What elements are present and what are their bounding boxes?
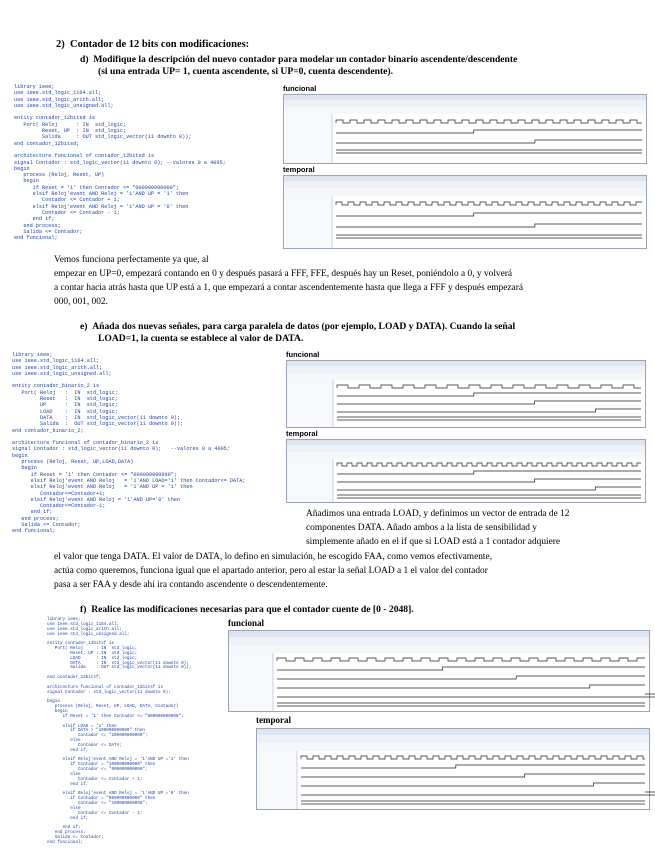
code-line: use ieee.std_logic_unsigned.all;: [47, 631, 130, 637]
code-line: begin: [14, 165, 30, 172]
code-line: Contador <= Contador + 1;: [14, 197, 120, 204]
waveform-temporal-d: [284, 176, 646, 248]
code-line: if Contador = "100000000000" then: [47, 762, 156, 768]
paragraph-d-line3: a contar hacia atrás hasta que UP está a 1, que empezará a contar ascendentemente hasta que llega a FFF y después empezará: [54, 283, 523, 293]
code-line: Contador <= Contador - 1;: [14, 209, 120, 216]
code-line: use ieee.std_logic_1164.all;: [47, 621, 120, 627]
waveform-temporal-e: [287, 440, 645, 502]
code-line: entity contador_12bitsd is: [14, 115, 95, 122]
section-heading: 2) Contador de 12 bits con modificaciones:: [56, 39, 250, 50]
caption-temporal-e: temporal: [286, 429, 318, 438]
code-line: DATA : IN std_logic_vector(11 downto 0);: [47, 660, 189, 666]
code-line: Contador<=Contador+1;: [12, 490, 106, 497]
code-line: use ieee.std_logic_unsigned.all;: [14, 102, 114, 109]
code-line: elsif Reloj'event AND Reloj = '1'AND LOAD='1' then Contador<= DATA;: [12, 477, 246, 484]
paragraph-e-line1: el valor que tenga DATA. El valor de DATA, lo defino en simulación, he escogido FAA, como vemos efectivamente,: [54, 552, 493, 562]
code-line: elsif LOAD = '1' then: [47, 723, 117, 729]
code-line: Contador <= "000000000000";: [47, 767, 148, 773]
code-block-d: [14, 84, 282, 248]
paragraph-e-line3: pasa a ser FAA y desde ahí ira contando ascendente o descendentemente.: [54, 580, 328, 590]
code-line: entity contador_12bitsf is: [47, 641, 115, 647]
code-line: use ieee.std_logic_unsigned.all;: [12, 370, 112, 377]
code-line: end if;: [47, 747, 89, 753]
paragraph-d-line1: Vemos funciona perfectamente ya que, al: [54, 255, 209, 265]
code-line: Reset : IN std_logic;: [12, 396, 118, 403]
code-line: end process;: [12, 515, 59, 522]
code-line: architecture funcional of contador_12bitsf is: [47, 684, 164, 690]
code-line: begin: [12, 465, 37, 472]
caption-temporal-f: temporal: [256, 715, 291, 725]
simulation-screenshot-temporal-f: [256, 728, 650, 810]
waveform-funcional-d: [284, 95, 646, 163]
code-line: library ieee;: [47, 617, 81, 622]
code-line: Contador <= "100000000000";: [47, 801, 148, 807]
code-line: elsif Reloj'event AND Reloj = '1'AND UP = '0' then: [14, 203, 189, 210]
code-line: Reset, UP : IN std_logic;: [47, 650, 138, 656]
code-line: else: [47, 805, 81, 811]
code-line: LOAD : IN std_logic;: [12, 408, 118, 415]
paragraph-d-line2: empezar en UP=0, empezará contando en 0 y después pasará a FFF, FFE, después hay un Reset, poniéndolo a 0, y volverá: [54, 269, 513, 279]
code-block-f: [47, 617, 253, 845]
code-line: if Contador = "000000000000" then: [47, 796, 156, 802]
code-line: elsif Reloj'event AND Reloj = '1'AND UP ='1' then: [47, 757, 189, 763]
code-line: architecture funcional of contador_12bitsd is: [14, 153, 155, 160]
code-line: use ieee.std_logic_arith.all;: [12, 364, 103, 371]
code-line: process (Reloj, Reset, UP, LOAD, DATA, Contador): [47, 704, 179, 710]
caption-temporal-d: temporal: [283, 165, 315, 174]
question-f: f) Realice las modificaciones necesarias para que el contador cuente de [0 - 2048].: [80, 604, 414, 615]
code-line: end funcional;: [47, 839, 84, 845]
code-line: end contador_12bitsf;: [47, 675, 102, 681]
waveform-funcional-f: [229, 631, 649, 711]
simulation-screenshot-temporal-d: [283, 175, 647, 249]
code-line: if Reset = '1' then Contador <= "000000000000";: [14, 184, 179, 191]
code-line: library ieee;: [14, 84, 55, 90]
code-line: Reset, UP : IN std_logic;: [14, 128, 127, 135]
code-line: Port( Reloj : IN std_logic;: [47, 646, 138, 652]
code-line: architecture funcional of contador_binario_2 is: [12, 440, 159, 447]
paragraph-e-side2: componentes DATA. Añado ambos a la lista de sensibilidad y: [306, 523, 537, 533]
code-line: end process;: [47, 830, 86, 836]
code-line: begin: [47, 709, 68, 715]
code-line: Salida <= Contador;: [47, 834, 104, 840]
code-line: signal Contador : std_logic_vector(11 downto 0); --valores 0 a 4095;: [12, 446, 230, 453]
paragraph-e-side1: Añadimos una entrada LOAD, y definimos un vector de entrada de 12: [306, 509, 570, 519]
code-line: end if;: [47, 825, 81, 831]
code-line: elsif Reloj'event AND Reloj = '1'AND UP ='0' then: [47, 791, 189, 797]
code-line: end if;: [47, 781, 89, 787]
code-line: signal Contador : std_logic_vector(11 downto 0); --valores 0 a 4095;: [14, 159, 226, 166]
simulation-screenshot-funcional-d: [283, 94, 647, 164]
code-line: process (Reloj, Reset, UP,LOAD,DATA): [12, 459, 134, 466]
code-line: Salida : OUT std_logic_vector(11 downto 0));: [12, 421, 184, 428]
code-line: Port( Reloj : IN std_logic;: [12, 389, 118, 396]
caption-funcional-e: funcional: [286, 350, 320, 359]
code-line: end if;: [14, 216, 55, 223]
code-line: end funcional;: [12, 528, 56, 535]
code-line: Contador <= Contador - 1;: [47, 810, 143, 816]
code-line: LOAD : IN std_logic;: [47, 655, 138, 661]
code-line: Salida <= Contador;: [14, 228, 83, 235]
code-line: else: [47, 738, 81, 744]
code-line: end if;: [47, 815, 89, 821]
code-line: entity contador_binario_2 is: [12, 383, 100, 390]
code-line: if DATA > "100000000000" then: [47, 728, 145, 734]
code-line: Contador <= DATA;: [47, 742, 122, 748]
code-line: elsif Reloj'event AND Reloj = '1'AND UP='0' then: [12, 496, 181, 503]
code-line: if Reset = '1' then Contador <= "000000000000";: [12, 471, 177, 478]
caption-funcional-d: funcional: [283, 84, 317, 93]
code-line: end contador_binario_2;: [12, 427, 84, 434]
code-line: Salida : OUT std_logic_vector(11 downto 0));: [14, 134, 192, 141]
code-line: UP : IN std_logic;: [12, 402, 118, 409]
code-line: end funcional;: [14, 235, 58, 242]
code-line: process (Reloj, Reset, UP): [14, 172, 105, 179]
code-line: use ieee.std_logic_1164.all;: [14, 90, 102, 97]
code-line: elsif Reloj'event AND Reloj = '1'AND UP = '1' then: [14, 191, 189, 198]
code-line: end contador_12bitsd;: [14, 140, 80, 147]
code-line: end if;: [12, 509, 53, 516]
code-line: Contador <= "100000000000";: [47, 733, 148, 739]
simulation-screenshot-funcional-e: [286, 360, 646, 428]
paragraph-e-line2: actúa como queremos, funciona igual que el apartado anterior, pero al estar la señal LOAD a 1 el valor del contador: [54, 566, 488, 576]
question-d: d) Modifique la descripción del nuevo contador para modelar un contador binario ascendente/descendente (si una entrada UP= 1, cuenta ascendente, si UP=0, cuenta descendente).: [80, 54, 518, 77]
simulation-screenshot-temporal-e: [286, 439, 646, 503]
paragraph-d-line4: 000, 001, 002.: [54, 297, 108, 307]
code-line: Salida <= Contador;: [12, 522, 81, 529]
code-line: else: [47, 772, 81, 777]
code-line: library ieee;: [12, 352, 53, 358]
code-line: begin: [12, 452, 28, 459]
code-line: signal Contador : std_logic_vector(11 downto 0);: [47, 689, 171, 695]
code-block-e: [12, 352, 284, 574]
waveform-temporal-f: [257, 729, 649, 809]
paragraph-e-side3: simplemente añado en el if que si LOAD está a 1 contador adquiere: [306, 537, 561, 547]
code-line: DATA : IN std_logic_vector(11 downto 0);: [12, 414, 181, 421]
code-line: elsif Reloj'event AND Reloj = '1'AND UP = '1' then: [12, 484, 193, 491]
code-line: begin: [14, 178, 39, 185]
code-line: use ieee.std_logic_arith.all;: [47, 626, 122, 632]
code-line: Port( Reloj : IN std_logic;: [14, 121, 127, 128]
code-line: end process;: [14, 222, 61, 229]
code-line: use ieee.std_logic_1164.all;: [12, 358, 100, 365]
simulation-screenshot-funcional-f: [228, 630, 650, 712]
waveform-funcional-e: [287, 361, 645, 427]
code-line: Contador <= Contador + 1;: [47, 776, 143, 782]
question-e: e) Añada dos nuevas señales, para carga paralela de datos (por ejemplo, LOAD y DATA). Cuando la señal LOAD=1, la cuenta se establece al valor de DATA.: [80, 321, 516, 344]
code-line: begin: [47, 699, 60, 705]
code-line: Contador<=Contador-1;: [12, 503, 106, 510]
code-line: if Reset = '1' then Contador <= "000000000000";: [47, 713, 184, 719]
code-line: use ieee.std_logic_arith.all;: [14, 96, 105, 103]
code-line: Salida : OUT std_logic_vector(11 downto 0));: [47, 665, 192, 671]
caption-funcional-f: funcional: [228, 618, 265, 628]
